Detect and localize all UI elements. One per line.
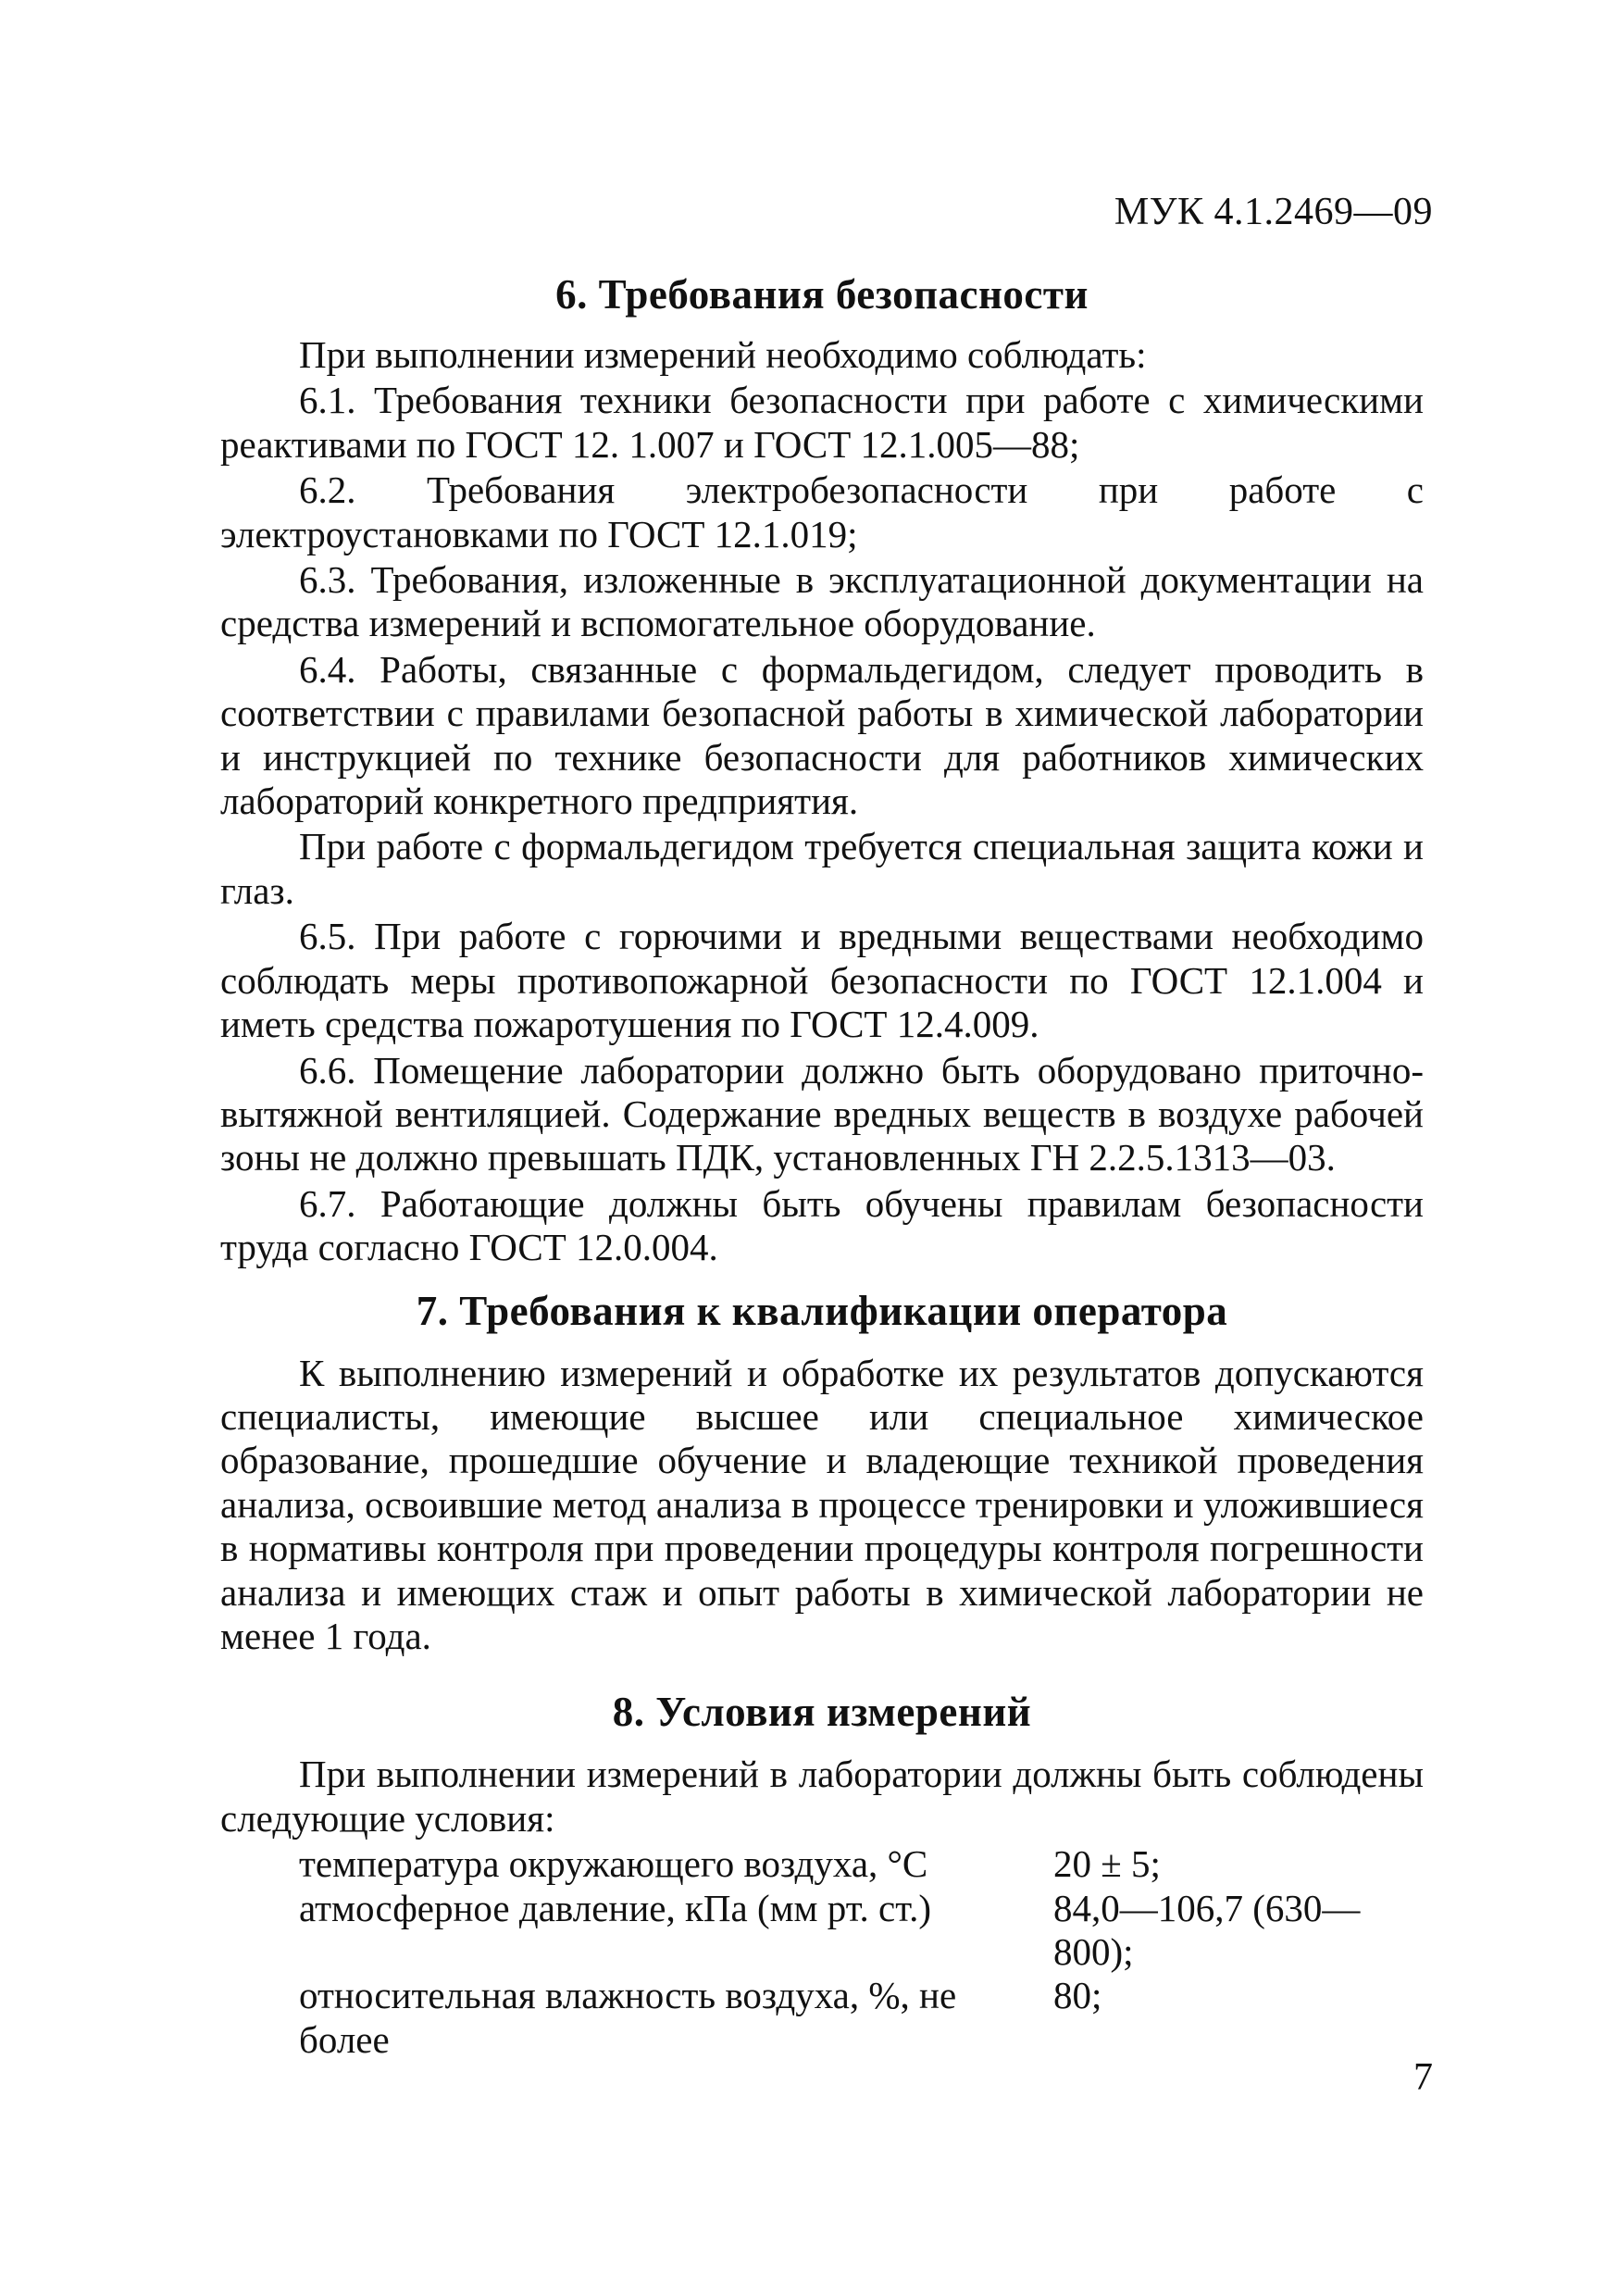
document-code: МУК 4.1.2469—09 [1114, 191, 1433, 233]
clause-6-4-note: При работе с формальдегидом требуется специальная защита кожи и глаз. [220, 825, 1424, 912]
conditions-table [299, 1842, 1424, 2062]
section-7-qualification [220, 1285, 1424, 1659]
section-6-intro: При выполнении измерений необходимо соблюдать: [299, 333, 1147, 376]
condition-value: 80; [1053, 1974, 1102, 2017]
clause-6-6: 6.6. Помещение лаборатории должно быть оборудовано приточно-вытяжной вентиляцией. Содержание вредных веществ в воздухе рабочей зоны не должно превышать ПДК, установленных ГН 2.2.5.1313—03. [220, 1048, 1424, 1179]
section-7-title: 7. Требования к квалификации оператора [416, 1287, 1228, 1334]
condition-row-humidity [299, 1974, 1424, 2062]
section-8-title: 8. Условия измерений [612, 1689, 1032, 1736]
clause-6-5: 6.5. При работе с горючими и вредными веществами необходимо соблюдать меры противопожарной безопасности по ГОСТ 12.1.004 и иметь средства пожаротушения по ГОСТ 12.4.009. [220, 915, 1424, 1046]
condition-row-pressure [299, 1887, 1424, 1975]
section-6-safety [220, 268, 1424, 1270]
condition-label: температура окружающего воздуха, °С [299, 1842, 928, 1886]
clause-6-3: 6.3. Требования, изложенные в эксплуатационной документации на средства измерений и вспомогательное оборудование. [220, 558, 1424, 645]
clause-6-4: 6.4. Работы, связанные с формальдегидом, следует проводить в соответствии с правилами безопасной работы в химической лаборатории и инструкцией по технике безопасности для работников химических лабораторий конкретного предприятия. [220, 647, 1424, 823]
condition-label: атмосферное давление, кПа (мм рт. ст.) [299, 1886, 931, 1929]
section-8-conditions [220, 1686, 1424, 2062]
section-8-intro: При выполнении измерений в лаборатории должны быть соблюдены следующие условия: [220, 1753, 1424, 1840]
condition-value: 20 ± 5; [1053, 1842, 1161, 1886]
clause-6-1: 6.1. Требования техники безопасности при работе с химическими реактивами по ГОСТ 12. 1.007 и ГОСТ 12.1.005—88; [220, 379, 1424, 466]
section-7-text: К выполнению измерений и обработке их результатов допускаются специалисты, имеющие высшее или специальное химическое образование, прошедшие обучение и владеющие техникой проведения анализа, освоившие метод анализа в процессе тренировки и уложившиеся в нормативы контроля при проведении процедуры контроля погрешности анализа и имеющих стаж и опыт работы в химической лаборатории не менее 1 года. [220, 1351, 1424, 1657]
condition-row-temperature [299, 1842, 1424, 1886]
clause-6-2: 6.2. Требования электробезопасности при работе с электроустановками по ГОСТ 12.1.019; [220, 468, 1424, 555]
page-number: 7 [1413, 2056, 1433, 2099]
section-6-title: 6. Требования безопасности [555, 271, 1089, 318]
condition-value: 84,0—106,7 (630—800); [1053, 1886, 1361, 1973]
condition-label: относительная влажность воздуха, %, не более [299, 1974, 957, 2061]
clause-6-7: 6.7. Работающие должны быть обучены правилам безопасности труда согласно ГОСТ 12.0.004. [220, 1181, 1424, 1269]
page-content [220, 268, 1424, 2062]
